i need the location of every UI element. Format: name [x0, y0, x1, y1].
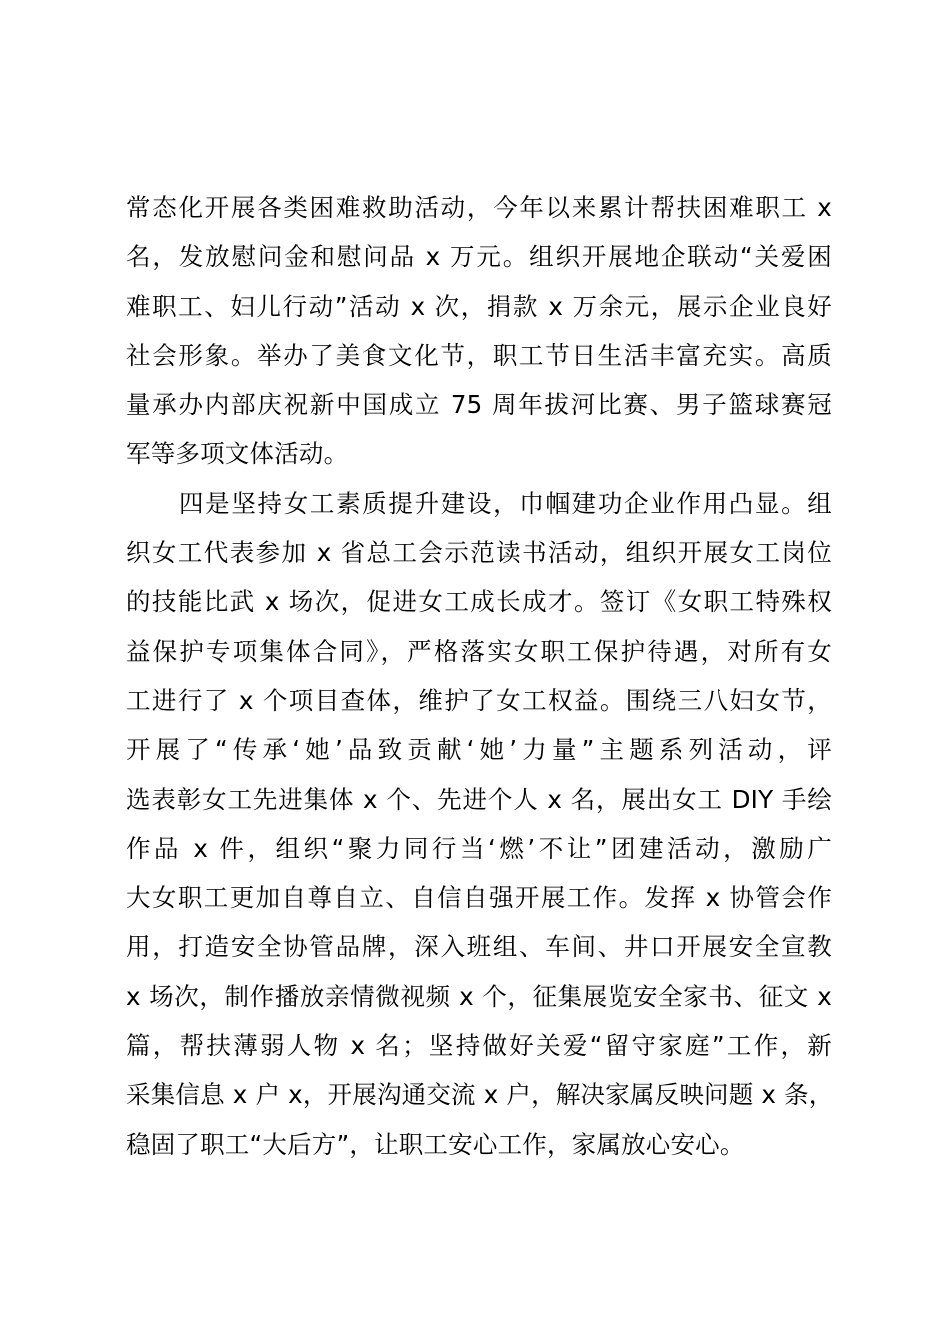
text-line: 工进行了 x 个项目查体，维护了女工权益。围绕三八妇女节，: [126, 685, 832, 715]
text-line: x 场次，制作播放亲情微视频 x 个，征集展览安全家书、征文 x: [126, 981, 832, 1011]
text-line: 社会形象。举办了美食文化节，职工节日生活丰富充实。高质: [126, 340, 832, 370]
text-line: 难职工、妇儿行动”活动 x 次，捐款 x 万余元，展示企业良好: [126, 291, 832, 321]
text-line: 稳固了职工“大后方”，让职工安心工作，家属放心安心。: [126, 1129, 745, 1159]
text-line: 的技能比武 x 场次，促进女工成长成才。签订《女职工特殊权: [126, 587, 832, 617]
text-line: 选表彰女工先进集体 x 个、先进个人 x 名，展出女工 DIY 手绘: [126, 784, 832, 814]
text-line: 军等多项文体活动。: [126, 439, 349, 469]
text-line: 四是坚持女工素质提升建设，巾帼建功企业作用凸显。组: [179, 488, 832, 518]
text-line: 大女职工更加自尊自立、自信自强开展工作。发挥 x 协管会作: [126, 883, 832, 913]
text-line: 作品 x 件，组织“聚力同行当‘燃’不让”团建活动，激励广: [126, 833, 832, 863]
text-line: 量承办内部庆祝新中国成立 75 周年拔河比赛、男子篮球赛冠: [126, 390, 832, 420]
text-line: 采集信息 x 户 x，开展沟通交流 x 户，解决家属反映问题 x 条，: [126, 1080, 834, 1110]
text-line: 常态化开展各类困难救助活动，今年以来累计帮扶困难职工 x: [126, 193, 832, 222]
paragraph-2: [126, 479, 832, 1169]
text-line: 名，发放慰问金和慰问品 x 万元。组织开展地企联动“关爱困: [126, 242, 832, 272]
text-line: 益保护专项集体合同》，严格落实女职工保护待遇，对所有女: [126, 636, 832, 666]
text-line: 篇，帮扶薄弱人物 x 名；坚持做好关爱“留守家庭”工作，新: [126, 1031, 832, 1061]
text-line: 用，打造安全协管品牌，深入班组、车间、井口开展安全宣教: [126, 932, 832, 962]
document-body: [126, 183, 832, 1169]
paragraph-1: [126, 183, 832, 479]
text-line: 开展了“传承‘她’品致贡献‘她’力量”主题系列活动，评: [126, 735, 832, 765]
text-line: 织女工代表参加 x 省总工会示范读书活动，组织开展女工岗位: [126, 538, 832, 568]
